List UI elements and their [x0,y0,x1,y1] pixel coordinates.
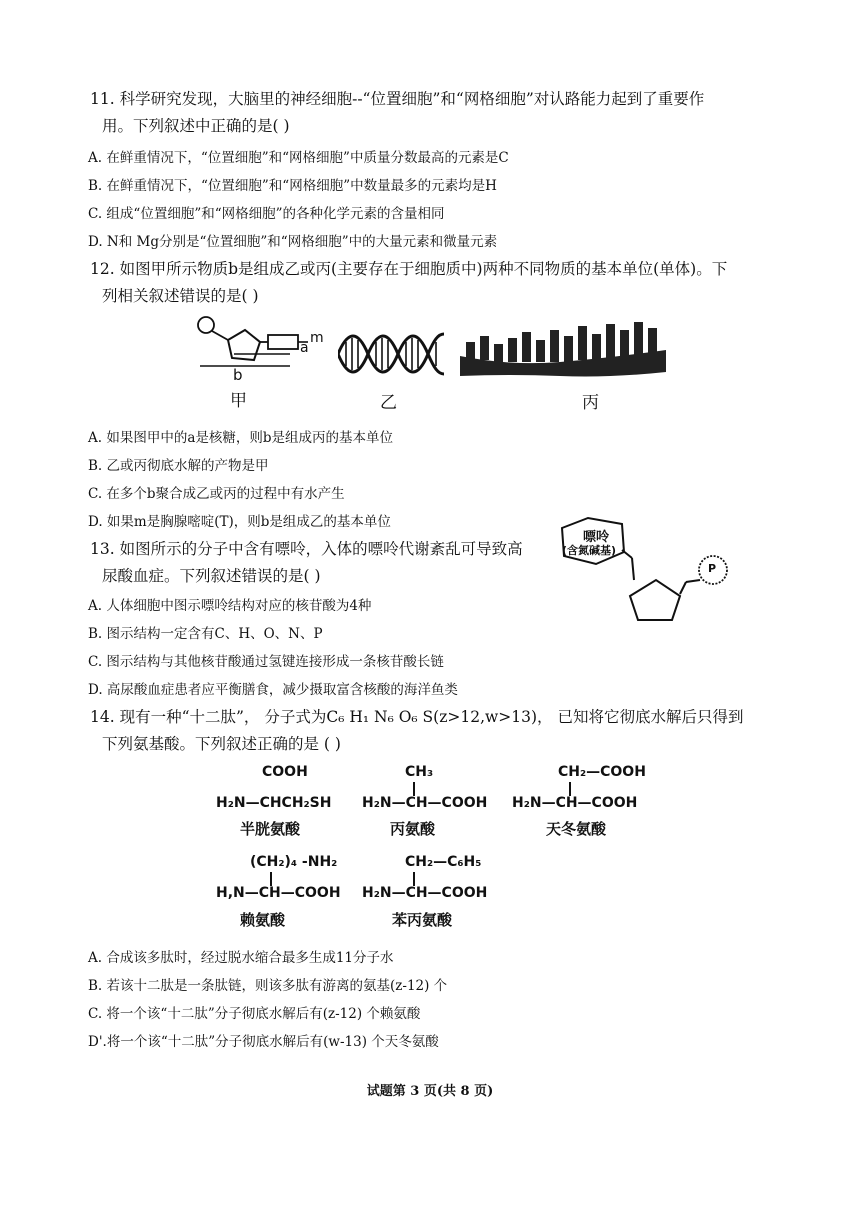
q12-option-d: D. 如果m是胸腺嘧啶(T)，则b是组成乙的基本单位 [88,514,391,530]
purine-label-line1: 嘌呤 [583,530,610,545]
asp-main: H₂N—CH—COOH [512,795,638,811]
purine-label-line2: (含氮碱基) [562,544,617,557]
q14-option-d: D'.将一个该“十二肽”分子彻底水解后有(w-13) 个天冬氨酸 [88,1034,439,1050]
label-yi: 乙 [380,393,397,413]
q14-stem-line2: 下列氨基酸。下列叙述正确的是 ( ) [102,735,341,753]
rna-single-strand-figure [460,316,666,378]
q11-stem [90,86,795,140]
cys-main: H₂N—CHCH₂SH [216,795,332,811]
q12-option-b: B. 乙或丙彻底水解的产物是甲 [88,458,269,474]
label-jia: 甲 [230,391,247,411]
q13-option-d: D. 高尿酸血症患者应平衡膳食，减少摄取富含核酸的海洋鱼类 [88,682,458,698]
q11-stem-line1: 11. 科学研究发现，大脑里的神经细胞--“位置细胞”和“网格细胞”对认路能力起到了重要作 [90,90,705,108]
ala-top: CH₃ [405,764,434,780]
q11-option-b: B. 在鲜重情况下，“位置细胞”和“网格细胞”中数量最多的元素均是H [88,178,497,194]
q11-option-d: D. N和 Mg分别是“位置细胞”和“网格细胞”中的大量元素和微量元素 [88,234,498,250]
q12-stem [90,256,795,310]
q14-option-b: B. 若该十二肽是一条肽链，则该多肽有游离的氨基(z-12) 个 [88,978,448,994]
lys-main: H,N—CH—COOH [216,885,341,901]
lys-top: (CH₂)₄ -NH₂ [250,854,338,870]
q14-stem [90,704,795,758]
page-footer: 试题第 3 页(共 8 页) [366,1084,494,1099]
nucleotide-figure-jia [190,310,330,410]
q13-stem [90,536,560,590]
q11-stem-line2: 用。下列叙述中正确的是( ) [102,117,290,135]
q11-option-a: A. 在鲜重情况下，“位置细胞”和“网格细胞”中质量分数最高的元素是C [88,150,509,166]
q12-option-c: C. 在多个b聚合成乙或丙的过程中有水产生 [88,486,345,502]
q13-option-a: A. 人体细胞中图示嘌呤结构对应的核苷酸为4种 [88,598,372,614]
lys-name: 赖氨酸 [240,911,286,929]
q12-stem-line2: 列相关叙述错误的是( ) [102,287,259,305]
cys-top: COOH [262,764,308,780]
phosphate-label: P [708,562,717,575]
ala-main: H₂N—CH—COOH [362,795,488,811]
q14-stem-line1: 14. 现有一种“十二肽”， 分子式为C₆ H₁ N₆ O₆ S(z>12,w>13)， 已知将它彻底水解后只得到 [90,708,744,726]
asp-name: 天冬氨酸 [546,820,607,838]
q11-option-c: C. 组成“位置细胞”和“网格细胞”的各种化学元素的含量相同 [88,206,445,222]
q14-option-a: A. 合成该多肽时，经过脱水缩合最多生成11分子水 [88,950,394,966]
q14-option-c: C. 将一个该“十二肽”分子彻底水解后有(z-12) 个赖氨酸 [88,1006,421,1022]
q13-option-b: B. 图示结构一定含有C、H、O、N、P [88,626,323,642]
phe-top: CH₂—C₆H₅ [405,854,482,870]
q13-option-c: C. 图示结构与其他核苷酸通过氢键连接形成一条核苷酸长链 [88,654,444,670]
label-m: m [310,330,324,346]
q13-stem-line1: 13. 如图所示的分子中含有嘌呤，入体的嘌呤代谢紊乱可导致高 [90,540,523,558]
q13-stem-line2: 尿酸血症。下列叙述错误的是( ) [102,567,321,585]
q12-stem-line1: 12. 如图甲所示物质b是组成乙或丙(主要存在于细胞质中)两种不同物质的基本单位(单体)。下 [90,260,728,278]
cys-name: 半胱氨酸 [240,820,301,838]
phe-name: 苯丙氨酸 [392,911,453,929]
q12-option-a: A. 如果图甲中的a是核糖，则b是组成丙的基本单位 [88,430,394,446]
ala-name: 丙氨酸 [390,820,436,838]
label-bing: 丙 [582,393,599,413]
phe-main: H₂N—CH—COOH [362,885,488,901]
label-b: b [233,366,243,384]
dna-double-helix-figure [338,330,444,378]
asp-top: CH₂—COOH [558,764,646,780]
label-a: a [300,340,309,356]
